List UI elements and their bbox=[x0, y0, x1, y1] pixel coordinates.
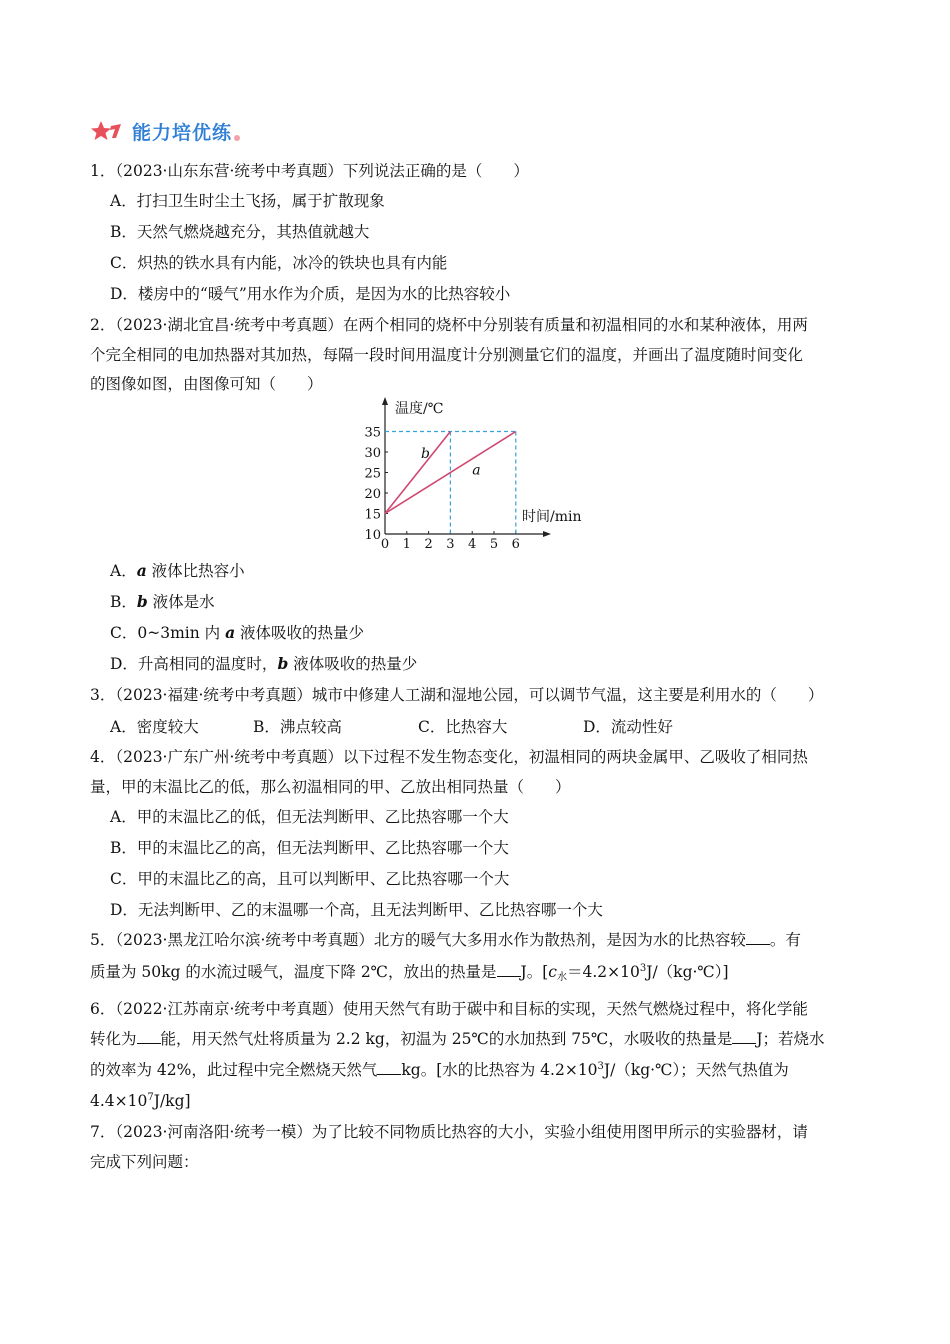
q2-option-b: B．b 液体是水 bbox=[110, 592, 215, 611]
q4-stem-line1: 4．（2023·广东广州·统考中考真题）以下过程不发生物态变化，初温相同的两块金属甲、乙吸收了相同热 bbox=[90, 748, 808, 766]
q6-line3: 的效率为 42%，此过程中完全燃烧天然气 kg。[水的比热容为 $4.2\times 10^3J/(kg\cdot℃)$；天然气热值为 bbox=[90, 1061, 789, 1079]
series-label-b: b bbox=[420, 446, 430, 463]
q4-option-d: D．无法判断甲、乙的末温哪一个高，且无法判断甲、乙比热容哪一个大 bbox=[110, 901, 603, 919]
star-badge-icon bbox=[90, 119, 126, 145]
q6-blank-2[interactable] bbox=[732, 1029, 756, 1044]
q5-blank-1[interactable] bbox=[746, 930, 770, 945]
q3-option-c: C．比热容大 bbox=[418, 718, 508, 736]
y-tick-label: 30 bbox=[364, 446, 381, 461]
section-header bbox=[90, 118, 240, 145]
series-line-a bbox=[385, 432, 516, 514]
q6-blank-1[interactable] bbox=[137, 1029, 161, 1044]
q2-stem-line3: 的图像如图，由图像可知（ ） bbox=[90, 375, 323, 393]
q7-line2: 完成下列问题： bbox=[90, 1153, 199, 1171]
q4-option-c: C．甲的末温比乙的高，且可以判断甲、乙比热容哪一个大 bbox=[110, 870, 510, 888]
x-tick-label: 2 bbox=[424, 537, 433, 552]
x-tick-label: 3 bbox=[446, 537, 455, 552]
q2-option-c: C．0~3min 内 a 液体吸收的热量少 bbox=[110, 623, 365, 642]
y-tick-label: 10 bbox=[364, 528, 381, 543]
x-axis-arrow bbox=[543, 531, 551, 537]
q1-option-d: D．楼房中的“暖气”用水作为介质，是因为水的比热容较小 bbox=[110, 285, 511, 303]
y-tick-label: 20 bbox=[364, 487, 381, 502]
q3-options-row bbox=[110, 717, 673, 737]
x-tick-label: 1 bbox=[402, 537, 411, 552]
q4-option-a: A．甲的末温比乙的低，但无法判断甲、乙比热容哪一个大 bbox=[110, 808, 509, 826]
temperature-time-chart bbox=[355, 395, 595, 555]
q4-stem-line2: 量，甲的末温比乙的低，那么初温相同的甲、乙放出相同热量（ ） bbox=[90, 778, 571, 796]
q1-option-b: B．天然气燃烧越充分，其热值就越大 bbox=[110, 223, 370, 241]
x-tick-label: 5 bbox=[489, 537, 499, 552]
q2-option-d: D．升高相同的温度时，b 液体吸收的热量少 bbox=[110, 654, 418, 673]
q6-line4: $4.4\times 10^7J/kg$] bbox=[90, 1092, 191, 1110]
y-axis-arrow bbox=[382, 397, 388, 405]
q6-line2: 转化为 能，用天然气灶将质量为 2.2 kg，初温为 25℃的水加热到 75℃，水吸收的热量是 J；若烧水 bbox=[90, 1030, 825, 1048]
q2-option-a: A．a 液体比热容小 bbox=[110, 561, 245, 580]
q6-line1: 6．（2022·江苏南京·统考中考真题）使用天然气有助于碳中和目标的实现，天然气燃烧过程中，将化学能 bbox=[90, 1000, 808, 1018]
q1-option-c: C．炽热的铁水具有内能，冰冷的铁块也具有内能 bbox=[110, 254, 448, 272]
series-line-b bbox=[385, 432, 450, 514]
q3-stem: 3．（2023·福建·统考中考真题）城市中修建人工湖和湿地公园，可以调节气温，这主要是利用水的（ ） bbox=[90, 686, 824, 704]
x-tick-label: 4 bbox=[468, 537, 477, 552]
q7-line1: 7．（2023·河南洛阳·统考一模）为了比较不同物质比热容的大小，实验小组使用图甲所示的实验器材，请 bbox=[90, 1123, 808, 1141]
q6-blank-3[interactable] bbox=[377, 1060, 401, 1075]
q3-option-a: A．密度较大 bbox=[110, 718, 199, 736]
q5-line1: 5．（2023·黑龙江哈尔滨·统考中考真题）北方的暖气大多用水作为散热剂，是因为水的比热容较 。有 bbox=[90, 931, 801, 949]
q2-stem-line2: 个完全相同的电加热器对其加热，每隔一段时间用温度计分别测量它们的温度，并画出了温度随时间变化 bbox=[90, 346, 804, 364]
x-tick-label: 6 bbox=[511, 537, 520, 552]
q2-stem-line1: 2．（2023·湖北宜昌·统考中考真题）在两个相同的烧杯中分别装有质量和初温相同的水和某种液体，用两 bbox=[90, 316, 808, 334]
y-tick-label: 15 bbox=[364, 507, 381, 523]
series-label-a: a bbox=[472, 462, 481, 479]
q3-option-b: B．沸点较高 bbox=[253, 718, 342, 736]
q3-option-d: D．流动性好 bbox=[583, 718, 673, 736]
section-title: 能力培优练 bbox=[132, 122, 233, 144]
q5-blank-2[interactable] bbox=[497, 962, 521, 977]
q1-stem: 1．（2023·山东东营·统考中考真题）下列说法正确的是（ ） bbox=[90, 162, 529, 180]
q4-option-b: B．甲的末温比乙的高，但无法判断甲、乙比热容哪一个大 bbox=[110, 839, 509, 857]
y-axis-label: 温度/℃ bbox=[395, 401, 444, 417]
q5-line2: 质量为 50kg 的水流过暖气，温度下降 2℃，放出的热量是 J。$[c_水=4.2\times 10^3J/(kg\cdot℃)]$ bbox=[90, 963, 729, 983]
x-axis-label: 时间/min bbox=[522, 509, 582, 525]
q1-option-a: A．打扫卫生时尘土飞扬，属于扩散现象 bbox=[110, 192, 385, 210]
y-tick-label: 35 bbox=[364, 425, 381, 441]
x-tick-label: 0 bbox=[380, 537, 390, 552]
title-dot bbox=[234, 135, 240, 141]
y-tick-label: 25 bbox=[364, 466, 381, 482]
